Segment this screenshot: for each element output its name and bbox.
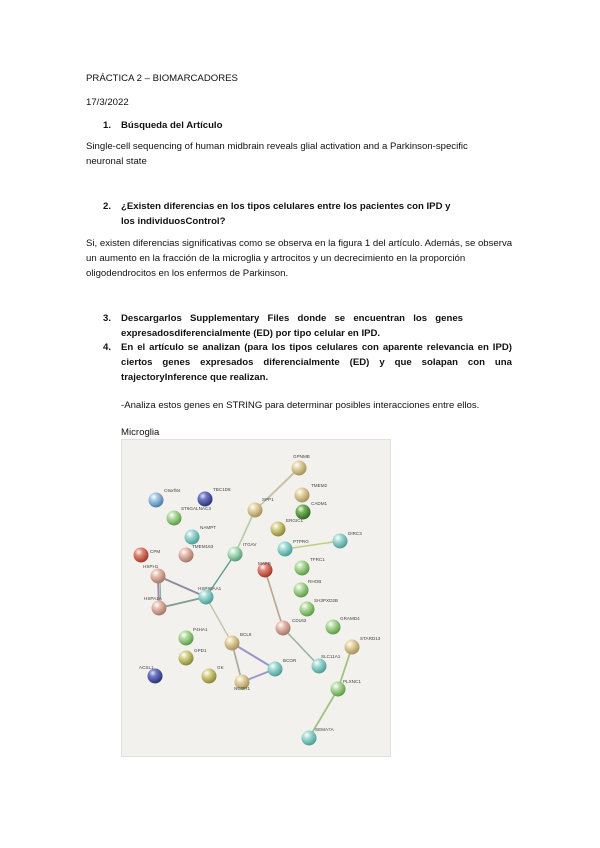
label-gpnmb: GPNMB bbox=[293, 454, 310, 459]
node-stard13 bbox=[345, 640, 360, 655]
label-nampt: NAMPT bbox=[200, 525, 217, 530]
label-bcl6: BCL6 bbox=[240, 632, 252, 637]
node-bcl6 bbox=[225, 636, 240, 651]
label-dirc3: DIRC3 bbox=[348, 531, 362, 536]
section-2-body: Si, existen diferencias significativas como se observa en la figura 1 del artículo. Además, se observa un aumento en la fracción de la microglia y artrocitos y un decrecimiento en la proporción oligodendrocitos en los enfermos de Parkinson. bbox=[86, 238, 513, 279]
label-gk: GK bbox=[217, 665, 224, 670]
label-gpd1: GPD1 bbox=[194, 648, 207, 653]
node-tmem2 bbox=[295, 488, 310, 503]
label-rhob: RHOB bbox=[308, 579, 322, 584]
label-sh3pxd2b: SH3PXD2B bbox=[314, 598, 339, 603]
section-4-heading: En el artículo se analizan (para los tipos celulares con aparente relevancia en IPD) ciertos genes expresados diferencialmente (ED) y que solapan con una trajectoryInference que realizan. bbox=[121, 342, 512, 383]
label-tfrc1: TFRC1 bbox=[310, 557, 325, 562]
node-gpd1 bbox=[179, 651, 194, 666]
section-2-heading: ¿Existen diferencias en los tipos celulares entre los pacientes con IPD y los individuosControl? bbox=[121, 201, 451, 227]
network-svg bbox=[122, 440, 392, 758]
node-hsp90aa1 bbox=[199, 590, 214, 605]
label-ergic1: ERGIC1 bbox=[286, 518, 304, 523]
label-c9orf84: C9orf84 bbox=[164, 488, 181, 493]
node-dirc3 bbox=[333, 534, 348, 549]
node-ptprg bbox=[278, 542, 293, 557]
label-hsp90aa1: HSP90AA1 bbox=[198, 586, 222, 591]
section-2-number: 2. bbox=[103, 201, 112, 212]
node-sema7a bbox=[302, 731, 317, 746]
node-itgav bbox=[228, 547, 243, 562]
label-plxnc1: PLXNC1 bbox=[343, 679, 361, 684]
node-cpm bbox=[134, 548, 149, 563]
node-acsl1 bbox=[148, 669, 163, 684]
edge-hsp90-bcl6 bbox=[206, 597, 232, 643]
label-hsph1: HSPH1 bbox=[143, 564, 159, 569]
label-acsl1: ACSL1 bbox=[139, 665, 154, 670]
label-ptprg: PTPRG bbox=[293, 539, 309, 544]
node-slc11a1 bbox=[312, 659, 327, 674]
node-spp1 bbox=[248, 503, 263, 518]
label-st6galnac3: ST6GALNAC3 bbox=[181, 506, 211, 511]
label-tmem163: TMEM163 bbox=[192, 544, 214, 549]
node-sh3pxd2b bbox=[300, 602, 315, 617]
page-date: 17/3/2022 bbox=[86, 97, 129, 108]
label-stard13: STARD13 bbox=[360, 636, 381, 641]
node-c9orf84 bbox=[149, 493, 164, 508]
label-ncor1: NCOR1 bbox=[234, 686, 251, 691]
label-hspa1a: HSPA1A bbox=[144, 596, 162, 601]
node-gramd4 bbox=[326, 620, 341, 635]
node-gk bbox=[202, 669, 217, 684]
figure-label: Microglia bbox=[121, 427, 160, 438]
label-tbc1d8: TBC1D8 bbox=[213, 487, 231, 492]
label-p4ha1: P4HA1 bbox=[193, 627, 208, 632]
node-bcor bbox=[268, 662, 283, 677]
node-hspa1a bbox=[152, 601, 167, 616]
node-p4ha1 bbox=[179, 631, 194, 646]
node-gpnmb bbox=[292, 461, 307, 476]
section-1-number: 1. bbox=[103, 120, 112, 131]
label-cpm: CPM bbox=[150, 549, 161, 554]
node-tmem163 bbox=[179, 548, 194, 563]
label-cd163: CD163 bbox=[292, 618, 307, 623]
node-ergic1 bbox=[271, 522, 286, 537]
label-gramd4: GRAMD4 bbox=[340, 616, 360, 621]
label-tmem2: TMEM2 bbox=[311, 483, 328, 488]
section-3-number: 3. bbox=[103, 313, 112, 324]
label-cadm1: CADM1 bbox=[311, 501, 328, 506]
section-4-instruction: -Analiza estos genes en STRING para determinar posibles interacciones entre ellos. bbox=[121, 400, 480, 411]
label-mafb: MAFB bbox=[258, 561, 271, 566]
node-rhob bbox=[294, 583, 309, 598]
node-hsph1 bbox=[151, 569, 166, 584]
page-title: PRÁCTICA 2 – BIOMARCADORES bbox=[86, 73, 238, 84]
node-tfrc1 bbox=[295, 561, 310, 576]
label-sema7a: SEMA7A bbox=[315, 727, 334, 732]
section-1-heading: Búsqueda del Artículo bbox=[121, 120, 223, 131]
node-cd163 bbox=[276, 621, 291, 636]
edge-mafb-cd163 bbox=[265, 570, 283, 628]
label-slc11a1: SLC11A1 bbox=[321, 654, 341, 659]
label-bcor: BCOR bbox=[283, 658, 297, 663]
node-st6galnac3 bbox=[167, 511, 182, 526]
section-3-heading: Descargarlos Supplementary Files donde se encuentran los genes expresadosdiferencialmente (ED) por tipo celular en IPD. bbox=[121, 313, 463, 339]
section-1-body: Single-cell sequencing of human midbrain reveals glial activation and a Parkinson-specific neuronal state bbox=[86, 141, 468, 167]
string-network-figure bbox=[121, 439, 391, 757]
node-nampt bbox=[185, 530, 200, 545]
node-tbc1d8 bbox=[198, 492, 213, 507]
section-4-number: 4. bbox=[103, 342, 112, 353]
label-spp1: SPP1 bbox=[262, 497, 274, 502]
label-itgav: ITGAV bbox=[243, 542, 257, 547]
